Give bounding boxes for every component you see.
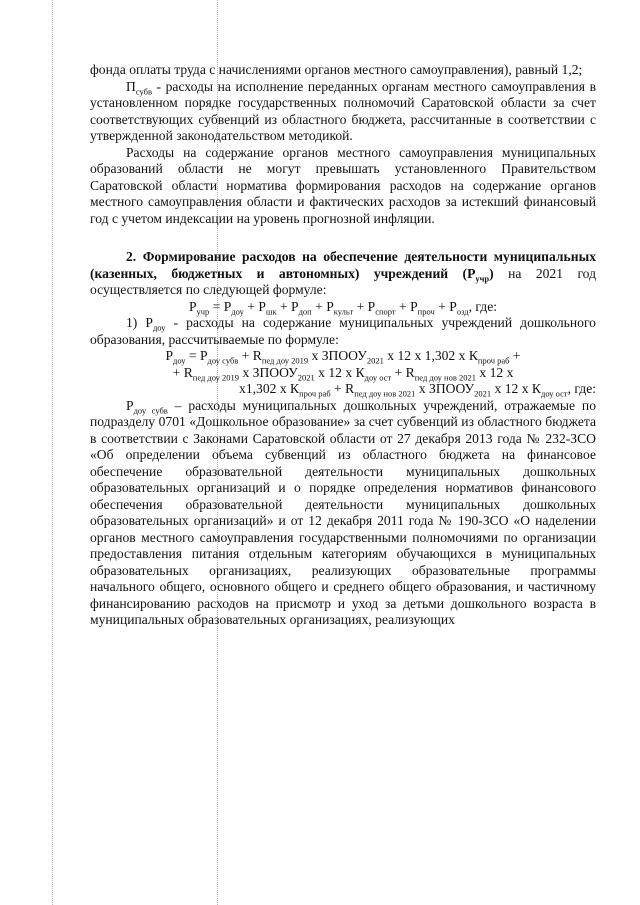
formula-sub: доу субв	[207, 355, 239, 366]
formula-term: + Р	[276, 298, 299, 314]
formula-term: х ЗПООУ	[415, 381, 475, 396]
paragraph-r-doy-subv	[90, 398, 596, 629]
formula-term: + Р	[434, 298, 457, 314]
section-heading-rest: на 2021 год осуществляется по следующей формуле:	[90, 265, 596, 297]
section-2-heading	[90, 249, 596, 299]
symbol-r: Р	[126, 397, 134, 413]
formula-sub: культ	[333, 306, 354, 317]
formula-term: + R	[391, 364, 415, 380]
formula-term: = Р	[209, 298, 232, 314]
scan-fold-line-left	[52, 0, 53, 905]
formula-sub: пед доу нов 2021	[414, 372, 476, 383]
paragraph-text: - расходы на исполнение переданных органам местного самоуправления в установленном порядке государственных полномочий Саратовской области за счет соответствующих субвенций из областного бюджета, рассчитанные в соответствии с утвержденной законодательством методикой.	[90, 78, 596, 143]
paragraph-text: – расходы муниципальных дошкольных учреждений, отражаемые по подразделу 0701 «Дошкольное образование» за счет субвенций из областного бюджета в соответствии с Законами Саратовской области от 27 декабря 2013 года № 232-ЗСО «Об определении объема субвенций из областного бюджета на финансовое обеспечение образовательной деятельности муниципальных дошкольных образовательных организаций и о порядке определения нормативов финансового обеспечения образовательной деятельности муниципальных дошкольных образовательных организаций» и от 12 декабря 2011 года № 190-ЗСО «О наделении органов местного самоуправления государственными полномочиями по организации предоставления питания отдельным категориям обучающихся в муниципальных образовательных организациях, реализующих образовательные программы начального общего, основного общего и среднего общего образования, и частичному финансированию расходов на присмотр и уход за детьми дошкольного возраста в муниципальных образовательных организациях, реализующих	[90, 397, 596, 627]
formula-sub: доу	[173, 355, 186, 366]
formula-term: + R	[172, 364, 193, 380]
paragraph-fot-continuation: фонда оплаты труда с начислениями органов местного самоуправления), равный 1,2;	[90, 62, 583, 77]
formula-term: х1,302 х К	[239, 381, 300, 396]
formula-term: + Р	[395, 298, 418, 314]
paragraph-p-subv	[90, 79, 596, 145]
formula-term: + Р	[243, 298, 266, 314]
formula-term: х ЗПООУ	[239, 364, 298, 380]
formula-term: +	[509, 348, 521, 363]
paragraph-expense-limit: Расходы на содержание органов местного самоуправления муниципальных образований области не могут превышать установленного Правительством Саратовской области норматива формирования расходов на содержание органов местного самоуправления области и фактических расходов за истекший финансовый год с учетом индексации на уровень прогнозной инфляции.	[90, 144, 596, 226]
formula-sub: доп	[298, 306, 312, 317]
formula-sub: 2021	[366, 355, 384, 366]
paragraph-text: - расходы на содержание муниципальных учреждений дошкольного образования, рассчитываемые по формуле:	[90, 315, 596, 347]
formula-sub: спорт	[375, 306, 396, 317]
formula-term: + Р	[353, 298, 376, 314]
formula-sub: учр	[196, 306, 210, 317]
formula-sub: пед доу нов 2021	[354, 388, 416, 399]
formula-doy-line-1	[90, 348, 596, 365]
formula-term: + Р	[311, 298, 334, 314]
formula-sub: 2021	[297, 372, 315, 383]
section-heading-bold-end: )	[489, 265, 494, 281]
item-sub: доу	[152, 322, 166, 333]
formula-term: , где:	[567, 381, 596, 396]
symbol-sub: субв	[135, 86, 152, 97]
formula-term: , где:	[468, 298, 498, 314]
item-lead: 1) Р	[126, 315, 153, 330]
formula-sub: озд	[456, 306, 469, 317]
formula-sub: шк	[265, 306, 277, 317]
formula-term: + R	[330, 381, 355, 396]
formula-sub: пед доу 2019	[192, 372, 240, 383]
formula-term: х 12 х К	[491, 381, 541, 396]
formula-doy-line-2	[90, 365, 596, 382]
formula-term: Р	[165, 348, 173, 363]
formula-sub: доу ост	[541, 388, 568, 399]
paragraph-r-doy	[90, 315, 596, 348]
formula-sub: 2021	[474, 388, 492, 399]
section-heading-sub: учр	[475, 273, 490, 284]
section-heading-bold: 2. Формирование расходов на обеспечение деятельности муниципальных (казенных, бюджетных и автономных) учреждений (Р	[90, 249, 596, 281]
formula-sub: проч раб	[477, 355, 510, 366]
formula-r-ucr	[90, 299, 596, 316]
formula-term: х ЗПООУ	[308, 348, 367, 363]
formula-term: х 12 х 1,302 х К	[383, 348, 478, 363]
symbol-sub: доу субв	[133, 405, 168, 416]
formula-doy-line-3	[90, 381, 596, 398]
document-body	[90, 62, 596, 629]
formula-term: Р	[188, 298, 197, 314]
formula-sub: доу ост	[364, 372, 392, 383]
formula-term: х 12 х	[475, 364, 514, 380]
formula-term: х 12 х К	[314, 364, 365, 380]
formula-sub: проч раб	[299, 388, 331, 399]
formula-term: = Р	[185, 348, 208, 363]
formula-term: + R	[238, 348, 262, 363]
formula-sub: проч	[417, 306, 435, 317]
formula-sub: доу	[231, 306, 244, 317]
formula-sub: пед доу 2019	[261, 355, 309, 366]
symbol-p: П	[126, 78, 136, 94]
